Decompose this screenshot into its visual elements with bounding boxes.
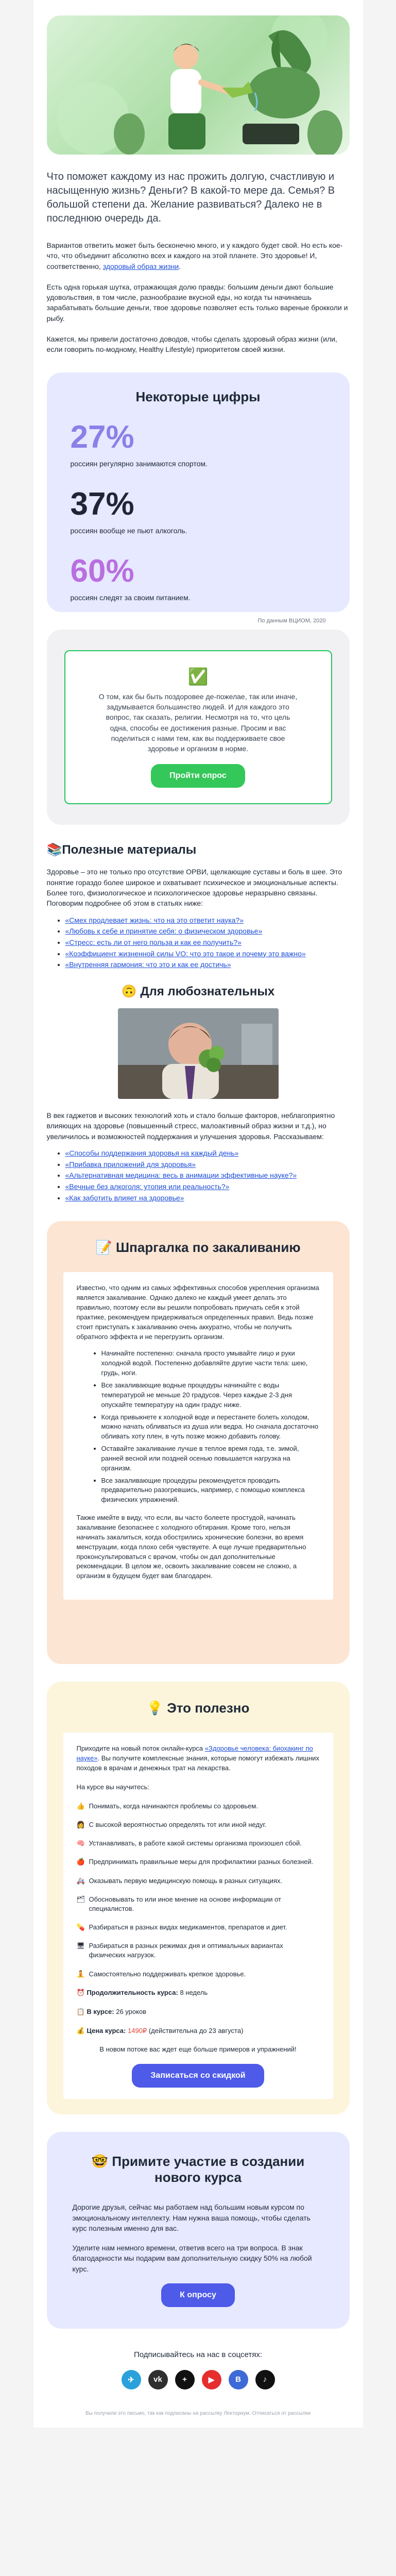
curious-links xyxy=(65,1148,350,1204)
quiz-section xyxy=(47,630,350,825)
skill-text: Разбираться в разных режимах дня и оптимальных вариантах физических нагрузок. xyxy=(89,1942,283,1959)
lead-paragraph: Что поможет каждому из нас прожить долгую, счастливую и насыщенную жизнь? Деньги? В какой-то мере да. Семья? В большой степени да. Желание развиваться? Далеко не в последнюю очередь да. xyxy=(46,171,335,224)
stat-value: 37% xyxy=(70,486,134,522)
skills-title: На курсе вы научитесь: xyxy=(76,1783,150,1791)
cheat-paragraph-2: Также имейте в виду, что если, вы часто болеете простудой, начинать закаливание безопаснее с холодного обтирания. Кроме того, нельзя начинать закалиться, когда обострились хронические болезни, во время менструации, когда плохо себя чувствуете. А еще лучше предварительно проконсультироваться с врачом, чтобы он дал дополнительные рекомендации. В целом же, освоить закаливание совсем не сложно, а организм в будущем будет вам благодарен. xyxy=(76,1514,306,1580)
skill-item xyxy=(77,1941,320,1960)
intro-text-1-end: . xyxy=(179,262,181,270)
curious-text: В век гаджетов и высоких технологий хоть и стало больше факторов, неблагоприятно влияющих на здоровье (повышенный стресс, малоактивный образ жизни и т.д.), но увеличилось и возможностей поддержания и улучшения здоровья. Рассказываем: xyxy=(46,1111,335,1141)
list-item xyxy=(65,1193,350,1204)
list-item: • Оставайте закаливание лучше в теплое время года, т.е. зимой, ранней весной или поздней осенью повышается нагрузка на организм. xyxy=(101,1444,320,1473)
enroll-with-discount-button[interactable]: Записаться со скидкой xyxy=(132,2064,264,2088)
skill-item xyxy=(77,1970,320,1979)
survey-paragraph-1: Дорогие друзья, сейчас мы работаем над большим новым курсом по эмоциональному интеллекту. Нам нужна ваша помощь, чтобы сделать курс полезным именно для вас. xyxy=(72,2203,311,2232)
materials-links xyxy=(65,915,350,971)
skill-item xyxy=(77,1895,320,1913)
telegram-icon[interactable]: ✈ xyxy=(122,2370,141,2389)
list-item xyxy=(65,1159,350,1171)
ambulance-icon: 🚑 xyxy=(76,1876,85,1885)
survey-card xyxy=(47,2132,350,2329)
stat-item xyxy=(71,488,326,536)
lessons-value: 26 уроков xyxy=(116,2007,147,2015)
social-links xyxy=(47,2370,350,2389)
list-item xyxy=(65,959,350,971)
list-item xyxy=(65,926,350,937)
price-label: Цена курса: xyxy=(87,2026,126,2035)
duration-label: Продолжительность курса: xyxy=(87,1988,178,1996)
article-link[interactable]: «Способы поддержания здоровья на каждый день» xyxy=(65,1148,239,1157)
stats-title: Некоторые цифры xyxy=(135,388,261,404)
stats-source: По данным ВЦИОМ, 2020 xyxy=(257,617,326,624)
lessons-label: В курсе: xyxy=(87,2007,114,2015)
article-link[interactable]: «Коэффициент жизненной силы VO: что это такое и почему это важно» xyxy=(65,949,306,958)
quiz-card xyxy=(64,650,332,805)
list-item: • Все закаливающие процедуры рекомендуется проводить предварительно разогревшись, например, с помощью комплекса физических упражнений. xyxy=(101,1476,320,1505)
useful-title: 💡 Это полезно xyxy=(146,1700,250,1716)
cheat-list xyxy=(101,1349,320,1505)
folder-icon: 🗂 xyxy=(76,1895,85,1903)
curious-title: 🙃 Для любознательных xyxy=(121,985,275,999)
intro-section xyxy=(47,240,350,355)
tiktok-icon[interactable]: ♪ xyxy=(255,2370,275,2389)
price-note: (действительна до 23 августа) xyxy=(148,2026,244,2035)
skill-text: Предпринимать правильные меры для профилактики разных болезней. xyxy=(89,1858,314,1866)
stat-text: россиян регулярно занимаются спортом. xyxy=(70,459,208,468)
survey-paragraph-2: Уделите нам немного времени, ответив всего на три вопроса. В знак благодарности мы подарим вам дополнительную скидку 50% на любой курс. xyxy=(72,2244,312,2273)
materials-text: Здоровье – это не только про отсутствие ОРВИ, щелкающие суставы и боль в шее. Это понятие гораздо более широкое и охватывает психическое и эмоциональные аспекты. Более того, физиологическое и психологическое здоровье неразрывно связаны. Поговорим подробнее об этом в статьях ниже: xyxy=(46,868,342,908)
list-item xyxy=(65,915,350,926)
cheat-sheet-card xyxy=(47,1221,350,1664)
apple-icon: 🍎 xyxy=(76,1858,85,1866)
skill-item xyxy=(77,1923,320,1932)
stat-value: 27% xyxy=(70,419,134,455)
course-lessons: 📋 В курсе: 26 уроков xyxy=(76,2007,147,2015)
stat-item xyxy=(71,555,326,603)
footer-text: Вы получили это письмо, так как подписаны на рассылку Лекториум. Отписаться от рассылки xyxy=(85,2410,311,2416)
useful-intro-text-end: . Вы получите комплексные знания, которые помогут избежать лишних походов в врачам и денежных трат на лекарства. xyxy=(76,1754,319,1772)
thumbs-up-icon: 👍 xyxy=(76,1802,85,1810)
stat-text: россиян вообще не пьют алкоголь. xyxy=(70,526,187,535)
brain-icon: 🧠 xyxy=(76,1839,85,1848)
doctor-icon: 👩 xyxy=(76,1820,85,1828)
intro-paragraph-3: Кажется, мы привели достаточно доводов, чтобы сделать здоровый образ жизни (или, если говорить по-модному, Healthy Lifestyle) приоритетом своей жизни. xyxy=(46,335,337,354)
survey-title: 🤓 Примите участие в создании нового курса xyxy=(91,2154,305,2185)
course-link[interactable]: «Здоровье человека: биохакинг по науке» xyxy=(76,1744,313,1762)
cheat-sheet-body xyxy=(63,1272,333,1600)
take-quiz-button[interactable]: Пройти опрос xyxy=(151,764,245,788)
skill-item xyxy=(77,1876,320,1886)
skill-item xyxy=(77,1802,320,1811)
to-survey-button[interactable]: К опросу xyxy=(161,2283,235,2307)
list-item xyxy=(65,948,350,960)
skill-text: Разбираться в разных видах медикаментов, препаратов и диет. xyxy=(89,1923,287,1931)
course-duration: ⏰ Продолжительность курса: 8 недель xyxy=(76,1988,208,1996)
stat-item xyxy=(71,421,326,469)
hero-illustration xyxy=(47,15,350,155)
article-link[interactable]: «Стресс: есть ли от него польза и как ее получить?» xyxy=(65,938,242,947)
email-body xyxy=(33,0,363,2428)
intro-paragraph-2: Есть одна горькая шутка, отражающая долю правды: большим деньги дают большие удовольствия, в том числе, разнообразие вкусной еды, но когда ты начинаешь зарабатывать большие деньги, твое здоровье позволяет есть только вареные брокколи и рыбу. xyxy=(46,282,348,323)
pill-icon: 💊 xyxy=(76,1923,85,1931)
skill-text: Обосновывать то или иное мнение на основе информации от специалистов. xyxy=(89,1895,282,1912)
stat-value: 60% xyxy=(70,553,134,589)
skill-text: Оказывать первую медицинскую помощь в разных ситуациях. xyxy=(89,1876,283,1885)
skill-text: Устанавливать, в работе какой системы организма произошел сбой. xyxy=(89,1839,302,1848)
healthy-lifestyle-link[interactable]: здоровый образ жизни xyxy=(102,262,179,270)
check-mark-icon: ✅ xyxy=(187,667,209,686)
materials-title: 📚Полезные материалы xyxy=(46,843,197,857)
woman-watering-plant-icon xyxy=(47,15,350,155)
quiz-text: О том, как бы быть поздоровее де-пожелае, так или иначе, задумывается большинство людей. И для каждого это вопрос, так сказать, религии. Несмотря на то, что цель одна, способы ее достижения разные. Просим и вас поделиться с нами тем, как вы поддерживаете свое здоровье и организм в норме. xyxy=(98,692,298,753)
skill-item xyxy=(77,1820,320,1829)
man-eating-broccoli-image xyxy=(118,1008,279,1099)
article-link[interactable]: «Альтернативная медицина: весь в анимации эффективные науке?» xyxy=(65,1171,297,1180)
list-item xyxy=(65,1181,350,1193)
cheat-paragraph-1: Известно, что одним из самых эффективных способов укрепления организма является закаливание. Однако далеко не каждый умеет делать это правильно, поэтому если вы решили попробовать приучать себя к этой практике, рекомендуем придерживаться определенных правил. Ведь позже стоит приступать к закаливанию очень аккуратно, чтобы не получить обратного эффекта и не перегрузить организм. xyxy=(76,1284,319,1341)
promo-text: В новом потоке вас ждет еще больше примеров и упражнений! xyxy=(99,2045,297,2054)
article-link[interactable]: «Прибавка приложений для здоровья» xyxy=(65,1160,196,1168)
course-price: 💰 Цена курса: 1490₽ (действительна до 23 августа) xyxy=(76,2026,244,2035)
useful-card xyxy=(47,1682,350,2114)
youtube-icon[interactable]: ▶ xyxy=(202,2370,221,2389)
vk-video-icon[interactable]: vk xyxy=(148,2370,168,2389)
survey-button-wrap xyxy=(73,2283,324,2307)
useful-body xyxy=(63,1733,333,2099)
list-item: • Когда привыкнете к холодной воде и перестанете болеть холодом, можно начать обливаться из душа или ведра. Но сначала достаточно обливать хоту плен, в чуть позже можно добавить голову. xyxy=(101,1413,320,1442)
intro-text-1: Вариантов ответить может быть бесконечно много, и у каждого будет свой. Но есть кое-что, что объединит абсолютно всех и каждого на этой планете. Это здоровье! И, соответственно, xyxy=(46,241,343,270)
article-link[interactable]: «Смех продлевает жизнь: что на это ответит наука?» xyxy=(65,916,244,924)
vkontakte-icon[interactable]: В xyxy=(229,2370,248,2389)
skill-text: С высокой вероятностью определять тот или иной недуг. xyxy=(89,1820,267,1828)
list-item xyxy=(65,937,350,948)
plus-icon[interactable]: + xyxy=(175,2370,195,2389)
useful-intro-text: Приходите на новый поток онлайн-курса xyxy=(76,1744,203,1753)
cheat-sheet-title: 📝 Шпаргалка по закаливанию xyxy=(95,1240,301,1256)
article-link[interactable]: «Внутренняя гармония: что это и как ее достичь» xyxy=(65,960,231,969)
meditation-icon: 🧘 xyxy=(76,1970,85,1978)
list-item: • Все закаливающие водные процедуры начинайте с воды температурой не меньше 20 градусов. Через каждые 2-3 дня опускайте температуру на один градус ниже. xyxy=(101,1381,320,1410)
useful-intro xyxy=(77,1744,320,1773)
enroll-button-wrap xyxy=(77,2064,320,2088)
article-link[interactable]: «Как заботить влияет на здоровье» xyxy=(65,1193,184,1202)
skill-text: Понимать, когда начинаются проблемы со здоровьем. xyxy=(89,1802,258,1810)
list-item xyxy=(65,1170,350,1181)
subscribe-text: Подписывайтесь на нас в соцсетях: xyxy=(133,2350,263,2359)
skill-item xyxy=(77,1839,320,1848)
article-link[interactable]: «Вечные без алкоголя: утопия или реальность?» xyxy=(65,1182,230,1191)
list-item xyxy=(65,1148,350,1159)
skill-text: Самостоятельно поддерживать крепкое здоровье. xyxy=(89,1970,246,1978)
price-value: 1490₽ xyxy=(127,2026,147,2035)
skill-item xyxy=(77,1857,320,1867)
stat-text: россиян следят за своим питанием. xyxy=(70,594,191,602)
intro-paragraph-1 xyxy=(47,240,350,272)
list-item: • Начинайте постепенно: сначала просто умывайте лицо и руки холодной водой. Постепенно добавляйте другие части тела: шею, грудь, ноги. xyxy=(101,1349,320,1378)
stats-card xyxy=(47,372,350,624)
article-link[interactable]: «Любовь к себе и принятие себя: о физическом здоровье» xyxy=(65,927,263,936)
duration-value: 8 недель xyxy=(180,1988,208,1996)
broccoli-photo-icon xyxy=(118,1008,279,1099)
monitor-icon: 🖥 xyxy=(76,1942,85,1950)
